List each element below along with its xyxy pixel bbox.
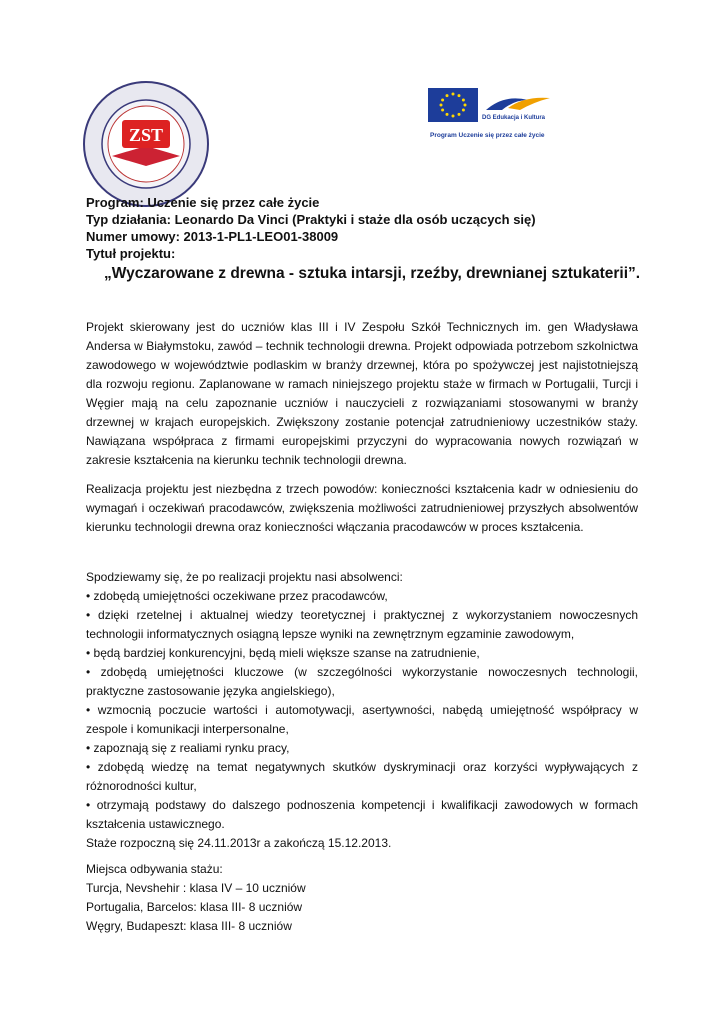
list-item: • zapoznają się z realiami rynku pracy, <box>86 741 290 755</box>
contract-number-line: Numer umowy: 2013-1-PL1-LEO01-38009 <box>86 229 339 244</box>
project-title: „Wyczarowane z drewna - sztuka intarsji, rzeźby, drewnianej sztukaterii”. <box>104 265 641 282</box>
list-item: • otrzymają podstawy do dalszego podnoszenia kompetencji i kwalifikacji zawodowych w formach kształcenia ustawicznego. <box>86 798 638 831</box>
paragraph-intro: Projekt skierowany jest do uczniów klas III i IV Zespołu Szkół Technicznych im. gen Władysława Andersa w Białymstoku, zawód – technik technologii drewna. Projekt odpowiada potrzebom szkolnictwa zawodowego w województwie podlaskim w branży drzewnej, która po spożywczej jest najistotniejszą dla rozwoju regionu. Zaplanowane w ramach niniejszego projektu staże w firmach w Portugalii, Turcji i Węgier mają na celu zapoznanie uczniów i nauczycieli z rozwiązaniami stosowanymi w branży drzewnej w krajach europejskich. Zwiększony zostanie potencjał zatrudnieniowy uczestników staży. Nawiązana współpraca z firmami europejskimi przyczyni do wypracowania nowych rozwiązań w zakresie kształcenia na kierunku technik technologii drewna. <box>86 320 638 467</box>
program-label: Program Uczenie się przez całe życie <box>430 132 545 139</box>
list-item: • dzięki rzetelnej i aktualnej wiedzy teoretycznej i praktycznej z wykorzystaniem nowoczesnych technologii informatycznych osiągną lepsze wyniki na zewnętrznym egzaminie zawodowym, <box>86 608 638 641</box>
location-item: Turcja, Nevshehir : klasa IV – 10 uczniów <box>86 881 306 895</box>
list-item: • zdobędą wiedzę na temat negatywnych skutków dyskryminacji oraz korzyści wypływających z różnorodności kultur, <box>86 760 638 793</box>
list-item: • będą bardziej konkurencyjni, będą mieli większe szanse na zatrudnienie, <box>86 646 480 660</box>
internship-dates: Staże rozpoczną się 24.11.2013r a zakończą 15.12.2013. <box>86 836 392 850</box>
paragraph-rationale: Realizacja projektu jest niezbędna z trzech powodów: konieczności kształcenia kadr w odniesieniu do wymagań i oczekiwań pracodawców, zwiększenia możliwości zatrudnieniowej przyszłych absolwentów kierunku technologii drewna oraz konieczności włączania pracodawców w proces kształcenia. <box>86 482 638 534</box>
locations-section <box>86 860 638 936</box>
list-item: • wzmocnią poczucie wartości i automotywacji, asertywności, nabędą umiejętność współpracy w zespole i komunikacji interpersonalne, <box>86 703 638 736</box>
svg-text:ZST: ZST <box>128 125 164 145</box>
expectations-intro: Spodziewamy się, że po realizacji projektu nasi absolwenci: <box>86 570 403 584</box>
list-item: • zdobędą umiejętności oczekiwane przez pracodawców, <box>86 589 388 603</box>
school-seal-logo <box>82 80 210 208</box>
action-type-line: Typ działania: Leonardo Da Vinci (Praktyki i staże dla osób uczących się) <box>86 212 536 227</box>
location-item: Węgry, Budapeszt: klasa III- 8 uczniów <box>86 919 292 933</box>
dg-label: DG Edukacja i Kultura <box>482 115 546 121</box>
program-line: Program: Uczenie się przez całe życie <box>86 195 320 210</box>
eu-flag-icon <box>428 88 478 122</box>
document-header <box>86 194 646 284</box>
list-item: • zdobędą umiejętności kluczowe (w szczególności wykorzystanie nowoczesnych technologii, praktyczne zastosowanie języka angielskiego), <box>86 665 638 698</box>
expectations-section <box>86 568 638 853</box>
locations-heading: Miejsca odbywania stażu: <box>86 862 223 876</box>
eu-program-logos <box>428 88 556 148</box>
location-item: Portugalia, Barcelos: klasa III- 8 uczniów <box>86 900 303 914</box>
project-title-label: Tytuł projektu: <box>86 246 176 261</box>
